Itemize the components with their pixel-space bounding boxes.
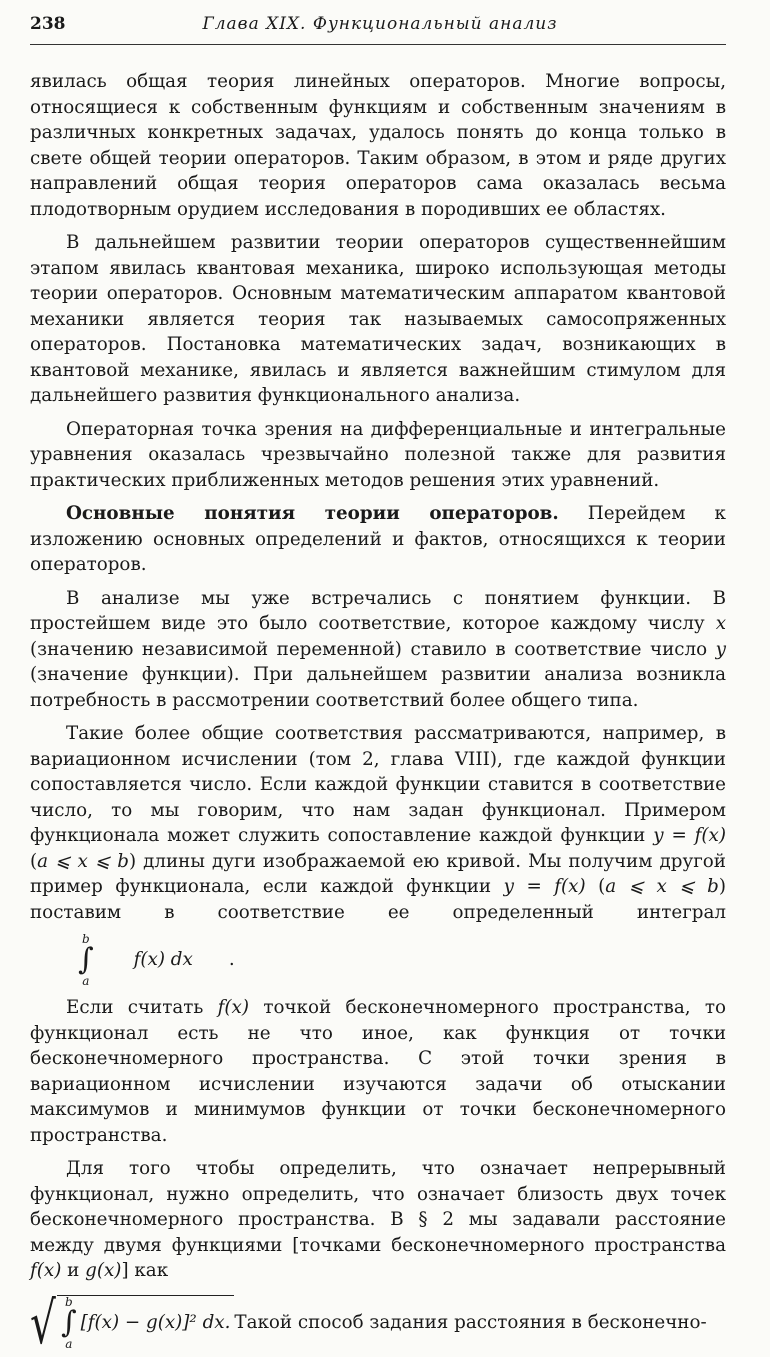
paragraph-6 bbox=[30, 721, 726, 987]
paragraph-8 bbox=[30, 1156, 726, 1284]
paragraph-4-text: Перейдем к изложению основных определений и фактов, относящихся к теории операторов. bbox=[30, 503, 726, 575]
book-page bbox=[30, 14, 726, 1357]
paragraph-5 bbox=[30, 586, 726, 714]
math-interval: a ⩽ x ⩽ b bbox=[605, 876, 719, 897]
formula-period: . bbox=[228, 949, 235, 971]
text-run: Такой способ задания расстояния в бесконечно- bbox=[234, 1311, 707, 1333]
paragraph-3: Операторная точка зрения на дифференциальные и интегральные уравнения оказалась чрезвычайно полезной также для развития практических приближенных методов решения этих уравнений. bbox=[30, 418, 726, 491]
integral-lower-limit: a bbox=[82, 974, 90, 988]
definite-integral bbox=[42, 933, 235, 987]
chapter-title: Глава XIX. Функциональный анализ bbox=[202, 14, 558, 34]
paragraph-1: явилась общая теория линейных операторов. Многие вопросы, относящиеся к собственным функциям и собственным значениям в различных конкретных задачах, удалось понять до конца только в свете общей теории операторов. Таким образом, в этом и ряде других направлений общая теория операторов сама оказалась весьма плодотворным орудием исследования в породивших ее областях. bbox=[30, 71, 726, 220]
text-run: (значению независимой переменной) ставило в соответствие число bbox=[30, 638, 716, 660]
paragraph-7 bbox=[30, 995, 726, 1148]
integral-lower-limit: a bbox=[65, 1337, 73, 1351]
text-run: Для того чтобы определить, что означает непрерывный функционал, нужно определить, что означает близость двух точек бесконечномерного пространства. В § 2 мы задавали расстояние между двумя функциями [точками бесконечномерного пространства bbox=[30, 1158, 726, 1256]
integrand: [f(x) − g(x)]² dx. bbox=[80, 1312, 231, 1334]
math-interval: a ⩽ x ⩽ b bbox=[37, 850, 129, 872]
text-run: ( bbox=[585, 876, 606, 897]
radical-sign: √ bbox=[30, 1288, 56, 1357]
section-heading: Основные понятия теории операторов. bbox=[66, 503, 559, 524]
text-run: ) длины дуги изображаемой ею кривой. Мы получим другой пример функционала, если каждой функции bbox=[30, 850, 726, 897]
math-function: g(x) bbox=[85, 1260, 122, 1281]
page-number: 238 bbox=[30, 14, 66, 34]
text-run: (значение функции). При дальнейшем развитии анализа возникла потребность в рассмотрении соответствий более общего типа. bbox=[30, 664, 726, 711]
math-function: y = f(x) bbox=[653, 825, 726, 846]
text-run: ) поставим в соответствие ее определенный интеграл bbox=[30, 876, 726, 923]
text-run: ( bbox=[30, 850, 38, 872]
math-function: f(x) bbox=[217, 997, 249, 1018]
math-function: y = f(x) bbox=[503, 876, 586, 897]
integral-upper-limit: b bbox=[64, 1295, 73, 1309]
text-run: В анализе мы уже встречались с понятием функции. В простейшем виде это было соответствие, которое каждому числу bbox=[30, 587, 726, 634]
distance-formula bbox=[30, 1288, 726, 1357]
paragraph-4 bbox=[30, 501, 726, 578]
text-run: точкой бесконечномерного пространства, то функционал есть не что иное, как функция от точки бесконечномерного пространства. С этой точки зрения в вариационном исчислении изучаются задачи об отыскании максимумов и минимумов функции от точки бесконечномерного пространства. bbox=[30, 997, 726, 1146]
text-run: Такие более общие соответствия рассматриваются, например, в вариационном исчислении (том 2, глава VIII), где каждой функции сопоставляется число. Если каждой функции ставится в соответствие число, то мы говорим, что нам задан функционал. Примером функционала может служить сопоставление каждой функции bbox=[30, 723, 726, 846]
integrand: f(x) dx bbox=[133, 949, 193, 971]
integral-sign: ∫ bbox=[78, 942, 94, 977]
math-x: x bbox=[715, 613, 726, 634]
integral-upper-limit: b bbox=[81, 932, 90, 946]
paragraph-2: В дальнейшем развитии теории операторов существеннейшим этапом явилась квантовая механика, широко использующая методы теории операторов. Основным математическим аппаратом квантовой механики является теория так называемых самосопряженных операторов. Постановка математических задач, возникающих в квантовой механике, явилась и является важнейшим стимулом для дальнейшего развития функционального анализа. bbox=[30, 232, 726, 406]
integral-sign: ∫ bbox=[60, 1305, 77, 1340]
text-run: Если считать bbox=[66, 997, 218, 1018]
text-run: ] как bbox=[121, 1260, 169, 1281]
radicand bbox=[57, 1295, 234, 1350]
math-y: y bbox=[715, 638, 726, 660]
running-head bbox=[30, 14, 726, 45]
text-run: и bbox=[61, 1260, 86, 1281]
math-function: f(x) bbox=[30, 1260, 62, 1281]
